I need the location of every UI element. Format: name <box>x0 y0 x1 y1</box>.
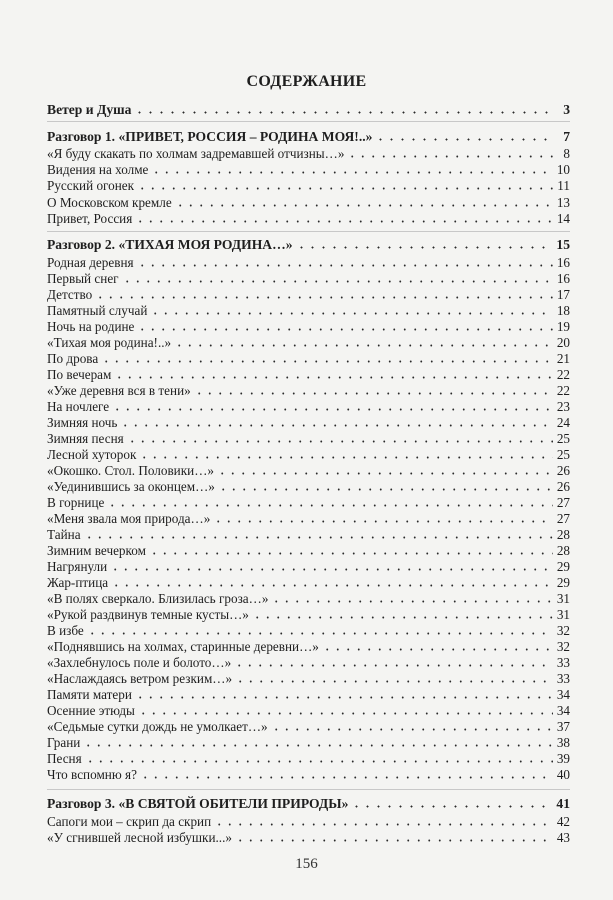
toc-entry-page: 22 <box>556 383 570 398</box>
toc-entry-page: 28 <box>556 527 570 542</box>
toc-entry-title: «Окошко. Стол. Половики…» <box>47 463 214 478</box>
toc-entry-title: Осенние этюды <box>47 703 135 718</box>
toc-entry-title: На ночлеге <box>47 399 110 414</box>
dot-leader <box>149 543 553 555</box>
toc-entry-page: 33 <box>556 655 570 670</box>
toc-entry-title: Привет, Россия <box>47 211 133 226</box>
toc-entry-page: 13 <box>556 195 570 210</box>
toc-entry-page: 7 <box>563 129 570 145</box>
toc-entry <box>47 814 570 830</box>
toc-entry-page: 19 <box>556 319 570 334</box>
dot-leader <box>235 830 553 842</box>
toc-entry-title: «Наслаждаясь ветром резким…» <box>47 671 233 686</box>
toc-entry-title: Первый снег <box>47 271 119 286</box>
toc-entry-title: Ночь на родине <box>47 319 135 334</box>
toc-entry-title: «Уже деревня вся в тени» <box>47 383 191 398</box>
dot-leader <box>140 767 553 779</box>
toc-entry-title: «Рукой раздвинув темные кусты…» <box>47 607 249 622</box>
toc-entry <box>47 162 570 178</box>
toc-entry-title: Грани <box>47 735 81 750</box>
toc-entry-title: Нагрянули <box>47 559 108 574</box>
dot-leader <box>120 415 553 427</box>
toc-entry-page: 11 <box>557 178 570 193</box>
toc-entry-page: 37 <box>556 719 570 734</box>
toc-entry <box>47 511 570 527</box>
toc-entry-page: 32 <box>556 639 570 654</box>
toc-entry <box>47 735 570 751</box>
toc-entry-title: «Я буду скакать по холмам задремавшей отчизны…» <box>47 146 345 161</box>
dot-leader <box>87 623 553 635</box>
dot-leader <box>135 211 553 223</box>
toc-entry-page: 14 <box>556 211 570 226</box>
toc-entry <box>47 178 570 194</box>
toc-entry-title: Разговор 2. «ТИХАЯ МОЯ РОДИНА…» <box>47 237 293 253</box>
dot-leader <box>213 511 553 523</box>
toc-entry-title: «У сгнившей лесной избушки...» <box>47 830 232 845</box>
toc-entry-title: Разговор 1. «ПРИВЕТ, РОССИЯ – РОДИНА МОЯ!..» <box>47 129 373 145</box>
dot-leader <box>138 703 553 715</box>
dot-leader <box>139 447 553 459</box>
toc-entry-page: 21 <box>556 351 570 366</box>
toc-entry-title: Разговор 3. «В СВЯТОЙ ОБИТЕЛИ ПРИРОДЫ» <box>47 796 349 812</box>
toc-entry-page: 20 <box>556 335 570 350</box>
page-number: 156 <box>295 856 318 872</box>
toc-entry-page: 32 <box>556 623 570 638</box>
toc-entry-page: 15 <box>556 237 570 253</box>
toc-entry-title: Жар-птица <box>47 575 109 590</box>
toc-section-heading <box>47 102 570 118</box>
dot-leader <box>217 463 553 475</box>
toc-entry <box>47 351 570 367</box>
dot-leader <box>111 575 553 587</box>
toc-entry-page: 26 <box>556 463 570 478</box>
toc-entry <box>47 703 570 719</box>
toc-entry <box>47 719 570 735</box>
dot-leader <box>218 479 553 491</box>
dot-leader <box>101 351 553 363</box>
dot-leader <box>114 367 553 379</box>
toc-entry <box>47 399 570 415</box>
toc-entry-title: Родная деревня <box>47 255 134 270</box>
toc-entry-page: 41 <box>556 796 570 812</box>
toc-entry-title: Зимняя песня <box>47 431 124 446</box>
toc-entry <box>47 527 570 543</box>
toc-entry-page: 42 <box>556 814 570 829</box>
toc-entry-title: «Уединившись за оконцем…» <box>47 479 215 494</box>
dot-leader <box>375 129 553 141</box>
toc-entry <box>47 655 570 671</box>
toc-entry <box>47 639 570 655</box>
toc-entry <box>47 575 570 591</box>
toc-entry-page: 26 <box>556 479 570 494</box>
dot-leader <box>174 335 553 347</box>
dot-leader <box>296 237 553 249</box>
toc-entry-title: Что вспомню я? <box>47 767 137 782</box>
toc-entry-page: 16 <box>556 255 570 270</box>
toc-entry <box>47 303 570 319</box>
dot-leader <box>110 559 553 571</box>
toc-entry <box>47 687 570 703</box>
dot-leader <box>122 271 553 283</box>
toc-entry <box>47 383 570 399</box>
toc-entry-page: 27 <box>556 511 570 526</box>
toc-entry-page: 16 <box>556 271 570 286</box>
dot-leader <box>235 671 553 683</box>
toc-entry <box>47 463 570 479</box>
dot-leader <box>107 495 553 507</box>
dot-leader <box>151 162 553 174</box>
dot-leader <box>347 146 553 158</box>
toc-entry-title: По дрова <box>47 351 99 366</box>
toc-entry-title: Детство <box>47 287 93 302</box>
toc-entry-page: 8 <box>563 146 570 161</box>
toc-entry <box>47 195 570 211</box>
toc-entry-page: 28 <box>556 543 570 558</box>
dot-leader <box>322 639 553 651</box>
toc-entry <box>47 479 570 495</box>
toc-entry-page: 22 <box>556 367 570 382</box>
section-divider <box>47 231 570 232</box>
dot-leader <box>135 687 553 699</box>
toc-entry-page: 27 <box>556 495 570 510</box>
dot-leader <box>134 102 553 114</box>
toc-entry <box>47 255 570 271</box>
dot-leader <box>127 431 553 443</box>
toc-entry <box>47 335 570 351</box>
toc-entry-title: Ветер и Душа <box>47 102 132 118</box>
toc-entry <box>47 287 570 303</box>
toc-entry-page: 33 <box>556 671 570 686</box>
section-divider <box>47 121 570 122</box>
dot-leader <box>83 735 553 747</box>
toc-entry <box>47 559 570 575</box>
dot-leader <box>194 383 553 395</box>
toc-section-heading <box>47 129 570 145</box>
toc-entry-page: 31 <box>556 591 570 606</box>
toc-entry <box>47 211 570 227</box>
toc-section-heading <box>47 796 570 812</box>
toc-entry-title: «В полях сверкало. Близилась гроза…» <box>47 591 269 606</box>
toc-entry-page: 25 <box>556 431 570 446</box>
toc-entry-page: 3 <box>563 102 570 118</box>
toc-entry <box>47 543 570 559</box>
toc-entry <box>47 271 570 287</box>
toc-entry-page: 10 <box>556 162 570 177</box>
dot-leader <box>137 255 553 267</box>
toc-entry-title: В избе <box>47 623 84 638</box>
toc-entry <box>47 751 570 767</box>
toc-entry <box>47 146 570 162</box>
toc-entry-title: «Тихая моя родина!..» <box>47 335 172 350</box>
dot-leader <box>214 814 553 826</box>
toc-entry <box>47 319 570 335</box>
toc-entry <box>47 830 570 846</box>
toc-entry-title: Сапоги мои – скрип да скрип <box>47 814 212 829</box>
dot-leader <box>252 607 553 619</box>
toc-entry-title: Памяти матери <box>47 687 132 702</box>
toc-entry-title: Лесной хуторок <box>47 447 137 462</box>
toc-entry-title: «Седьмые сутки дождь не умолкает…» <box>47 719 268 734</box>
toc-entry-page: 17 <box>556 287 570 302</box>
toc-entry-title: Зимняя ночь <box>47 415 118 430</box>
toc-entry-title: По вечерам <box>47 367 112 382</box>
toc-entry-page: 29 <box>556 575 570 590</box>
toc-entry-page: 39 <box>556 751 570 766</box>
toc-entry-page: 18 <box>556 303 570 318</box>
toc-entry-title: В горнице <box>47 495 105 510</box>
dot-leader <box>137 178 553 190</box>
dot-leader <box>234 655 553 667</box>
toc-entry-title: Песня <box>47 751 82 766</box>
toc-entry <box>47 415 570 431</box>
toc-entry <box>47 447 570 463</box>
toc-entry <box>47 367 570 383</box>
toc-entry-page: 25 <box>556 447 570 462</box>
dot-leader <box>95 287 553 299</box>
dot-leader <box>271 719 553 731</box>
toc-entry-title: Русский огонек <box>47 178 135 193</box>
dot-leader <box>112 399 553 411</box>
toc-section-heading <box>47 237 570 253</box>
toc-entry <box>47 607 570 623</box>
toc-entry-title: «Захлебнулось поле и болото…» <box>47 655 232 670</box>
toc-entry <box>47 623 570 639</box>
toc-entry <box>47 767 570 783</box>
toc-entry <box>47 591 570 607</box>
toc-entry-page: 24 <box>556 415 570 430</box>
toc-entry-title: «Поднявшись на холмах, старинные деревни…» <box>47 639 319 654</box>
section-divider <box>47 789 570 790</box>
dot-leader <box>351 796 553 808</box>
toc-entry-title: Тайна <box>47 527 81 542</box>
toc-entry-title: О Московском кремле <box>47 195 172 210</box>
dot-leader <box>175 195 553 207</box>
toc-entry-page: 40 <box>556 767 570 782</box>
dot-leader <box>271 591 553 603</box>
toc-entry-page: 34 <box>556 687 570 702</box>
dot-leader <box>84 527 553 539</box>
toc-entry-page: 38 <box>556 735 570 750</box>
toc-entry-title: Зимним вечерком <box>47 543 146 558</box>
toc-entry-title: Памятный случай <box>47 303 148 318</box>
toc-title: СОДЕРЖАНИЕ <box>246 73 367 90</box>
toc-entry <box>47 671 570 687</box>
toc-entry <box>47 431 570 447</box>
toc-entry-page: 34 <box>556 703 570 718</box>
dot-leader <box>137 319 553 331</box>
toc-entry-page: 43 <box>556 830 570 845</box>
toc-entry-title: Видения на холме <box>47 162 149 177</box>
dot-leader <box>85 751 553 763</box>
toc-entry-page: 23 <box>556 399 570 414</box>
toc-entry <box>47 495 570 511</box>
dot-leader <box>150 303 553 315</box>
toc-entry-title: «Меня звала моя природа…» <box>47 511 211 526</box>
toc-entry-page: 31 <box>556 607 570 622</box>
toc-entry-page: 29 <box>556 559 570 574</box>
